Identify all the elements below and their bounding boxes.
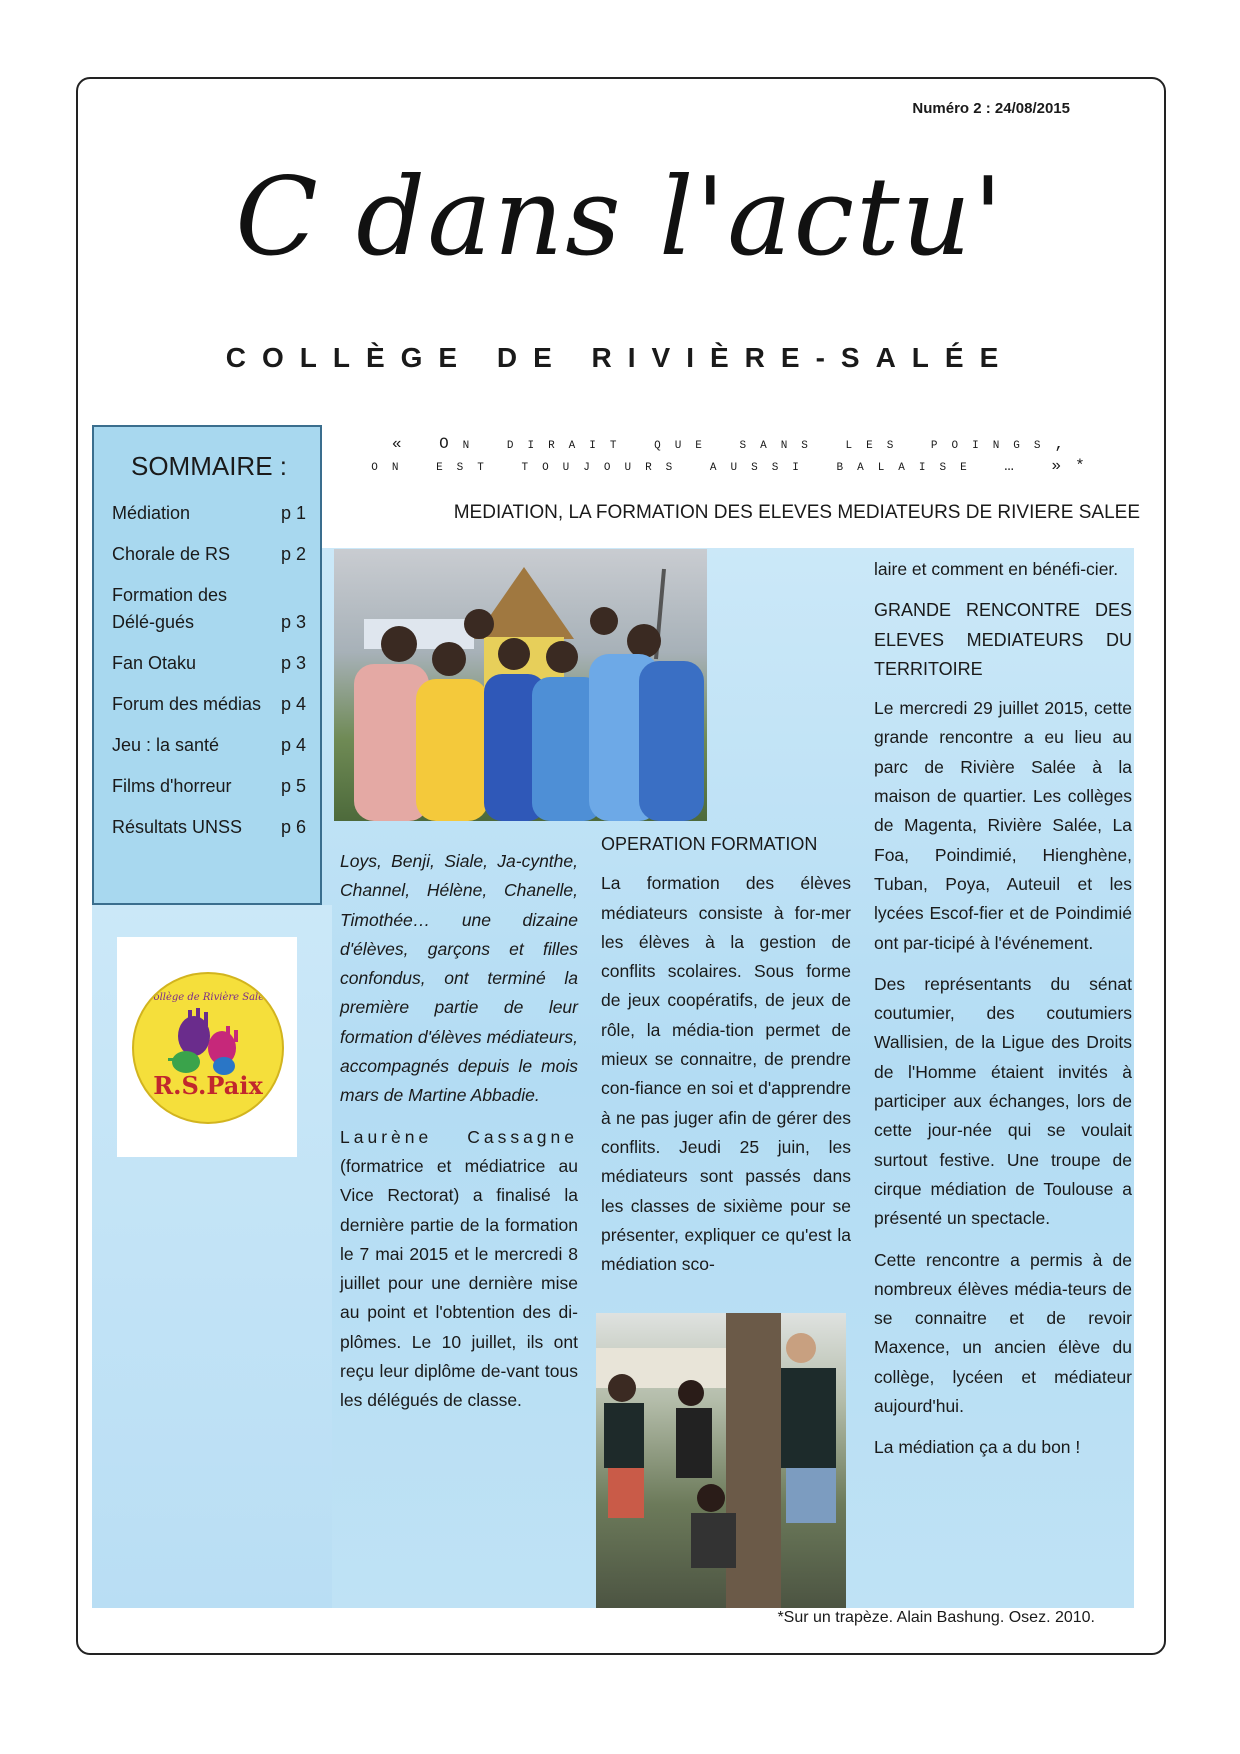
group-photo-image [334, 549, 707, 821]
mediators-tree-photo [596, 1313, 846, 1608]
article-intro: Loys, Benji, Siale, Ja-cynthe, Channel, Hélène, Chanelle, Timothée… une dizaine d'élèves, garçons et filles confondus, ont terminé la première partie de leur formation d'élèves médiateurs, accompagnés depuis le mois mars de Martine Abbadie. [340, 851, 578, 1106]
article-paragraph: Des représentants du sénat coutumier, des coutumiers Wallisien, de la Ligue des Droits de l'Homme étaient invités à participer aux échanges, lors de cette jour-née qui se voulait surtout festive. Une troupe de cirque médiation de Toulouse a présenté un spectacle. [874, 973, 1132, 1229]
tree-photo-image [596, 1313, 846, 1608]
sommaire-page: p 1 [280, 503, 306, 523]
sommaire-label: Formation des Délé-gués [112, 585, 228, 632]
article-column-2 [601, 830, 851, 1291]
sommaire-label: Résultats UNSS [112, 817, 243, 837]
section-heading: GRANDE RENCONTRE DES ELEVES MEDIATEURS DU TERRITOIRE [874, 600, 1132, 679]
article-paragraph: Cette rencontre a permis à de nombreux élèves média-teurs de se connaitre et de revoir Maxence, un ancien élève du collège, lycéen et médiateur aujourd'hui. [874, 1249, 1132, 1417]
sommaire-label: Films d'horreur [112, 776, 232, 796]
sommaire-page: p 6 [280, 817, 306, 837]
logo-arc-text: Collège de Rivière Salée [145, 992, 271, 1003]
sommaire-label: Fan Otaku [112, 653, 197, 673]
sommaire-box [92, 425, 322, 905]
logo-main-text: R.S.Paix [153, 1071, 263, 1100]
rs-paix-logo [117, 937, 297, 1157]
article-headline: MEDIATION, LA FORMATION DES ELEVES MEDIATEURS DE RIVIERE SALEE [453, 502, 1140, 523]
quote-line-2: on est toujours aussi balaise … »* [371, 457, 1099, 475]
newspaper-title: C dans l'actu' [235, 155, 1005, 280]
sommaire-item[interactable] [112, 732, 306, 759]
quote [340, 433, 1130, 477]
sommaire-page: p 5 [280, 776, 306, 796]
footnote: *Sur un trapèze. Alain Bashung. Osez. 2010. [777, 1609, 1095, 1626]
sommaire-item[interactable] [112, 650, 306, 677]
sommaire-item[interactable] [112, 541, 306, 568]
article-column-1 [340, 847, 578, 1428]
sommaire-item[interactable] [112, 582, 306, 636]
sommaire-page: p 4 [280, 735, 306, 755]
article-paragraph-body: (formatrice et médiatrice au Vice Rectorat) a finalisé la dernière partie de la formation le 7 mai 2015 et le mercredi 8 juillet pour une dernière mise au point et l'obtention des di-plômes. Le 10 juillet, ils ont reçu leur diplôme de-vant tous les délégués de classe. [340, 1155, 578, 1411]
sommaire-page: p 3 [280, 653, 306, 673]
section-heading: OPERATION FORMATION [601, 834, 818, 854]
sommaire-item[interactable] [112, 691, 306, 718]
article-paragraph [340, 1123, 578, 1416]
issue-number: Numéro 2 : 24/08/2015 [912, 100, 1070, 117]
sommaire-item[interactable] [112, 814, 306, 841]
sommaire-page: p 2 [280, 544, 306, 564]
sommaire-label: Chorale de RS [112, 544, 231, 564]
sommaire-item[interactable] [112, 773, 306, 800]
sommaire-title: SOMMAIRE : [130, 451, 287, 481]
logo-circle [132, 972, 284, 1124]
article-paragraph: laire et comment en bénéfi-cier. [874, 559, 1119, 579]
school-name: COLLÈGE DE RIVIÈRE-SALÉE [225, 342, 1015, 373]
sommaire-label: Forum des médias [112, 694, 262, 714]
sommaire-page: p 4 [280, 694, 306, 714]
sommaire-label: Jeu : la santé [112, 735, 220, 755]
article-paragraph: La médiation ça a du bon ! [874, 1437, 1081, 1458]
sommaire-label: Médiation [112, 503, 191, 523]
sommaire-item[interactable] [112, 500, 306, 527]
sommaire-page: p 3 [280, 612, 306, 632]
trainer-name: Laurène Cassagne [340, 1126, 578, 1147]
article-paragraph: Le mercredi 29 juillet 2015, cette grande rencontre a eu lieu au parc de Rivière Salée à la maison de quartier. Les collèges de Magenta, Rivière Salée, La Foa, Poindimié, Hienghène, Tuban, Poya, Auteuil et les lycées Escof-fier et de Poindimié ont par-ticipé à l'événement. [874, 698, 1132, 953]
quote-line-1: « On dirait que sans les poings, [391, 435, 1079, 453]
article-column-3 [874, 555, 1132, 1475]
article-paragraph: La formation des élèves médiateurs consiste à for-mer les élèves à la gestion de conflits scolaires. Sous forme de jeux coopératifs, de jeux de rôle, la média-tion permet de mieux se connaitre, de prendre con-fiance en soi et d'apprendre à ne pas juger afin de gérer des conflits. Jeudi 25 juin, les médiateurs sont passés dans les classes de sixième pour se présenter, expliquer ce qu'est la médiation sco- [601, 873, 851, 1275]
mediators-group-photo [334, 549, 707, 821]
